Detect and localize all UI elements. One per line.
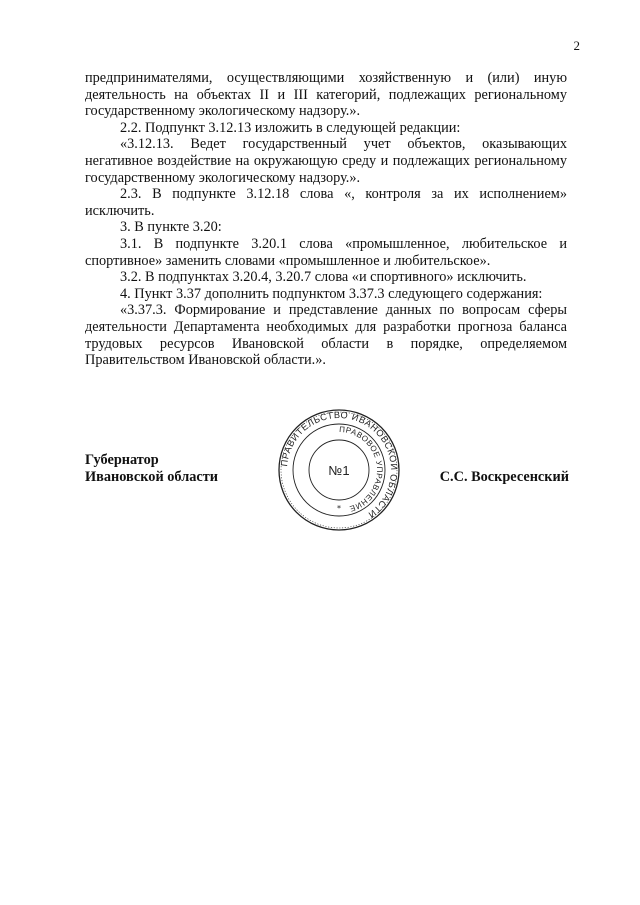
seal-outer-textpath: ПРАВИТЕЛЬСТВО ИВАНОВСКОЙ ОБЛАСТИ: [279, 409, 400, 521]
document-body: [85, 70, 567, 369]
signatory-name: С.С. Воскресенский: [439, 469, 569, 485]
paragraph-3-12-13: «3.12.13. Ведет государственный учет объектов, оказывающих негативное воздействие на окружающую среду и подлежащих региональному государственному экологическому надзору.».: [85, 136, 567, 186]
paragraph-2-3: 2.3. В подпункте 3.12.18 слова «, контроля за их исполнением» исключить.: [85, 186, 567, 219]
page-number: 2: [573, 38, 580, 53]
paragraph-continuation: предпринимателями, осуществляющими хозяйственную и (или) иную деятельность на объектах II и III категорий, подлежащих региональному государственному экологическому надзору.».: [85, 70, 567, 120]
seal-star-icon: *: [337, 504, 341, 513]
signatory-position-line2: Ивановской области: [85, 469, 218, 485]
paragraph-4: 4. Пункт 3.37 дополнить подпунктом 3.37.3 следующего содержания:: [120, 285, 543, 302]
paragraph-3-2: 3.2. В подпунктах 3.20.4, 3.20.7 слова «и спортивного» исключить.: [120, 269, 527, 286]
paragraph-3: 3. В пункте 3.20:: [120, 219, 222, 236]
paragraph-3-37-3: «3.37.3. Формирование и представление данных по вопросам сферы деятельности Департамента необходимых для разработки прогноза баланса трудовых ресурсов Ивановской области в порядке, определяемом Правительством Ивановской области.».: [85, 302, 567, 369]
paragraph-3-1: 3.1. В подпункте 3.20.1 слова «промышленное, любительское и спортивное» заменить словами «промышленное и любительское».: [85, 235, 567, 269]
signatory-position-line1: Губернатор: [85, 452, 159, 468]
seal-number: №1: [328, 463, 350, 478]
signatory-position: [85, 452, 218, 486]
seal-inner-textpath: ПРАВОВОЕ УПРАВЛЕНИЕ: [338, 424, 385, 514]
paragraph-2-2: 2.2. Подпункт 3.12.13 изложить в следующей редакции:: [120, 119, 461, 136]
official-seal: [277, 408, 401, 532]
